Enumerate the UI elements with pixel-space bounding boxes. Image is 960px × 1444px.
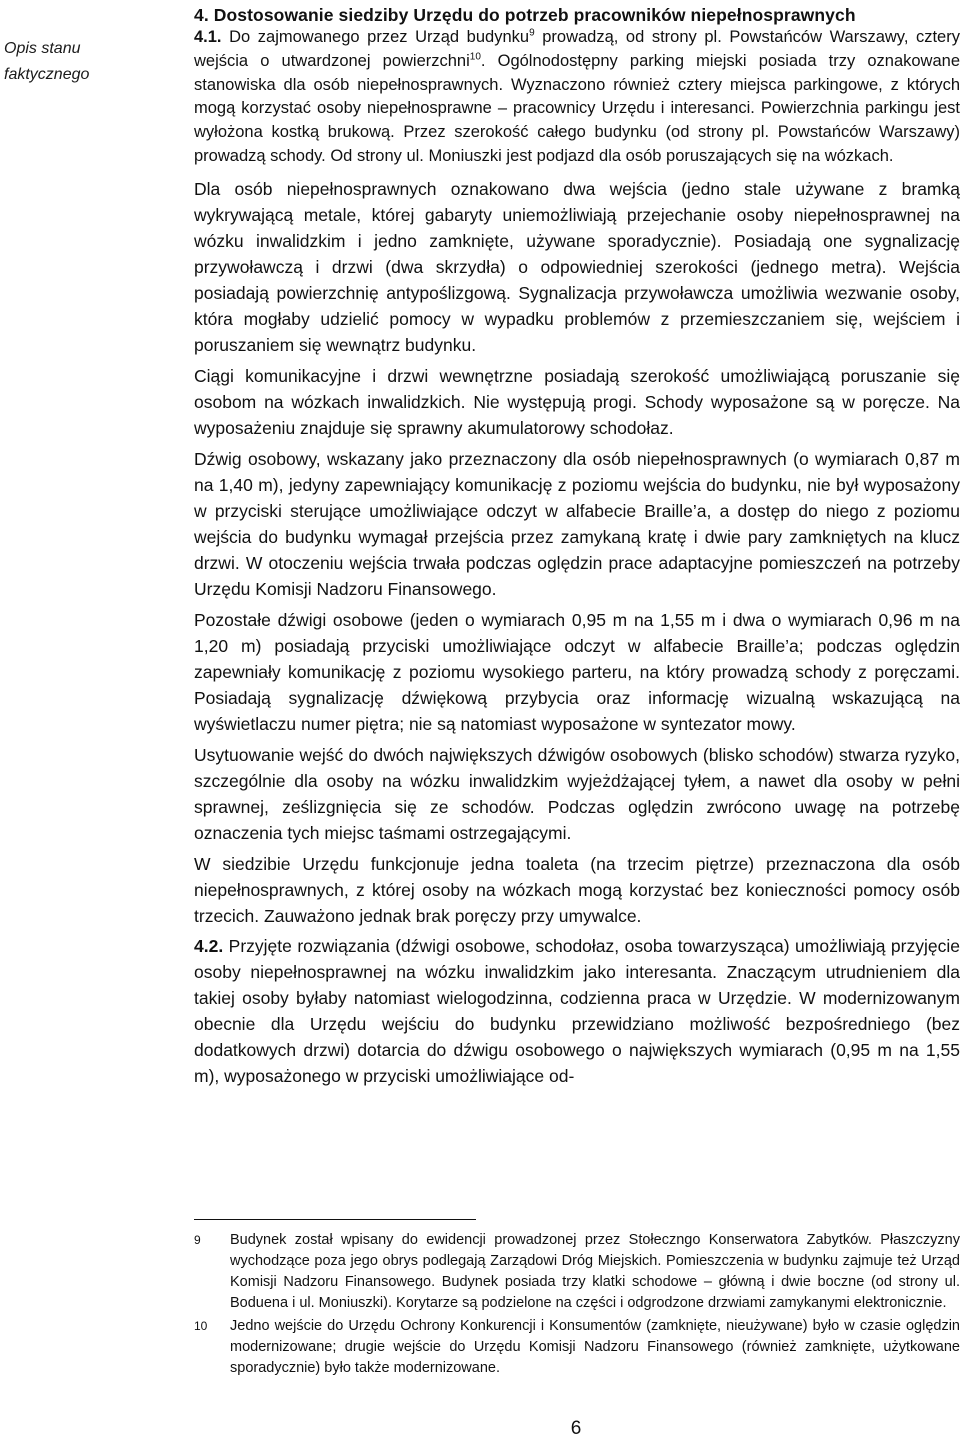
footnote-number: 10: [194, 1319, 208, 1333]
paragraph-4-2: [194, 933, 960, 1089]
paragraph-number: 4.2.: [194, 935, 224, 956]
side-note: Opis stanu faktycznego: [4, 40, 90, 83]
footnote-text: Jedno wejście do Urzędu Ochrony Konkurencji i Konsumentów (zamknięte, nieużywane) było w czasie oględzin modernizowane; drugie wejście do Urzędu Komisji Nadzoru Finansowego (również zamknięte, użytkowane sporadycznie) było także modernizowane.: [230, 1318, 960, 1376]
paragraph-text: prowadzą, od strony pl. Powstańców Warszawy, cztery wejścia o utwardzonej powierzchni: [194, 28, 960, 70]
footnote-ref-9: 9: [529, 27, 535, 39]
main-content: [194, 4, 960, 1089]
paragraph: Dla osób niepełnosprawnych oznakowano dwa wejścia (jedno stale używane z bramką wykrywającą metale, której gabaryty uniemożliwiają przejechanie osoby niepełnosprawnej na wózku inwalidzkim i jedno zamknięte, używane sporadycznie). Posiadają one sygnalizację przywoławczą i drzwi (dwa skrzydła) o odpowiedniej szerokości (jednego metra). Wejścia posiadają powierzchnię antypoślizgową. Sygnalizacja przywoławcza umożliwia wezwanie osoby, która mogłaby udzielić pomocy w wypadku problemów z przemieszczaniem się, wejściem i poruszaniem się wewnątrz budynku.: [194, 178, 960, 355]
paragraph: Ciągi komunikacyjne i drzwi wewnętrzne posiadają szerokość umożliwiającą poruszanie się osobom na wózkach inwalidzkich. Nie występują progi. Schody wyposażone są w poręcze. Na wyposażeniu znajduje się sprawny akumulatorowy schodołaz.: [194, 365, 960, 438]
footnote-ref-10: 10: [469, 51, 481, 63]
footnote-number: 9: [194, 1233, 201, 1247]
footnote-text: Budynek został wpisany do ewidencji prowadzonej przez Stołeczngo Konserwatora Zabytków. Płaszczyzny wychodzące poza jego obrys podlegają Zarządowi Dróg Miejskich. Pomieszczenia w budynku zajmuje też Urząd Komisji Nadzoru Finansowego. Budynek posiada trzy klatki schodowe – główną i dwie boczne (od strony ul. Boduena i ul. Moniuszki). Korytarze są podzielone na części i odgrodzone drzwiami zamykanymi elektronicznie.: [230, 1232, 960, 1311]
paragraph-text: Przyjęte rozwiązania (dźwigi osobowe, schodołaz, osoba towarzysząca) umożliwiają przyjęcie osoby niepełnosprawnej na wózku inwalidzkim jako interesanta. Znaczącym utrudnieniem dla takiej osoby byłaby natomiast wielogodzinna, codzienna praca w Urzędzie. W modernizowanym obecnie dla Urzędu wejściu do budynku przewidziano możliwość bezpośredniego (bez dodatkowych drzwi) dotarcia do dźwigu osobowego o największych wymiarach (0,95 m na 1,55 m), wyposażonego w przyciski umożliwiające od-: [194, 935, 960, 1086]
paragraph: Usytuowanie wejść do dwóch największych dźwigów osobowych (blisko schodów) stwarza ryzyko, szczególnie dla osoby na wózku inwalidzkim wyjeżdżającej tyłem, a nawet dla osoby w pełni sprawnej, ześlizgnięcia się ze schodów. Podczas oględzin zwrócono uwagę na potrzebę oznaczenia tych miejsc taśmami ostrzegającymi.: [194, 744, 960, 843]
footnote-9: [194, 1230, 960, 1314]
footnote-10: [194, 1316, 960, 1379]
paragraph-number: 4.1.: [194, 28, 222, 46]
paragraph: W siedzibie Urzędu funkcjonuje jedna toaleta (na trzecim piętrze) przeznaczona dla osób niepełnosprawnych, z której osoby na wózkach mogą korzystać bez konieczności pomocy osób trzecich. Zauważono jednak brak poręczy przy umywalce.: [194, 853, 960, 926]
paragraph-text: Do zajmowanego przez Urząd budynku: [229, 28, 530, 46]
page-number: 6: [570, 1418, 582, 1439]
footnotes: [194, 1230, 960, 1381]
paragraph: Dźwig osobowy, wskazany jako przeznaczony dla osób niepełnosprawnych (o wymiarach 0,87 m na 1,40 m), jedyny zapewniający komunikację z poziomu wejścia do budynku, nie był wyposażony w przyciski sterujące umożliwiające odczyt w alfabecie Braille’a, a dostęp do niego z poziomu wejścia do budynku wymagał przejścia przez zamykaną kratę i dwie pary zamkniętych na klucz drzwi. W otoczeniu wejścia trwała podczas oględzin prace adaptacyjne pomieszczeń na potrzeby Urzędu Komisji Nadzoru Finansowego.: [194, 448, 960, 599]
paragraph-text: . Ogólnodostępny parking miejski posiada trzy oznakowane stanowiska dla osób niepełnosprawnych. Wyznaczono również cztery miejsca parkingowe, z których mogą korzystać osoby niepełnosprawne – pracownicy Urzędu i interesanci. Powierzchnia parkingu jest wyłożona kostką brukową. Przez szerokość całego budynku (od strony pl. Powstańców Warszawy) prowadzą schody. Od strony ul. Moniuszki jest podjazd dla osób poruszających się na wózkach.: [194, 51, 960, 165]
paragraph: Pozostałe dźwigi osobowe (jeden o wymiarach 0,95 m na 1,55 m i dwa o wymiarach 0,96 m na 1,20 m) posiadają przyciski umożliwiające odczyt w alfabecie Braille’a; podczas oględzin zapewniały komunikację z poziomu wysokiego parteru, na który prowadzą schody z poręczami. Posiadają sygnalizację dźwiękową przybycia oraz informację wizualną wskazującą na wyświetlaczu numer piętra; nie są natomiast wyposażone w syntezator mowy.: [194, 609, 960, 734]
paragraph-4-1: [194, 26, 960, 169]
footnote-separator: [194, 1219, 476, 1220]
section-heading: 4. Dostosowanie siedziby Urzędu do potrzeb pracowników niepełnosprawnych: [194, 5, 856, 25]
